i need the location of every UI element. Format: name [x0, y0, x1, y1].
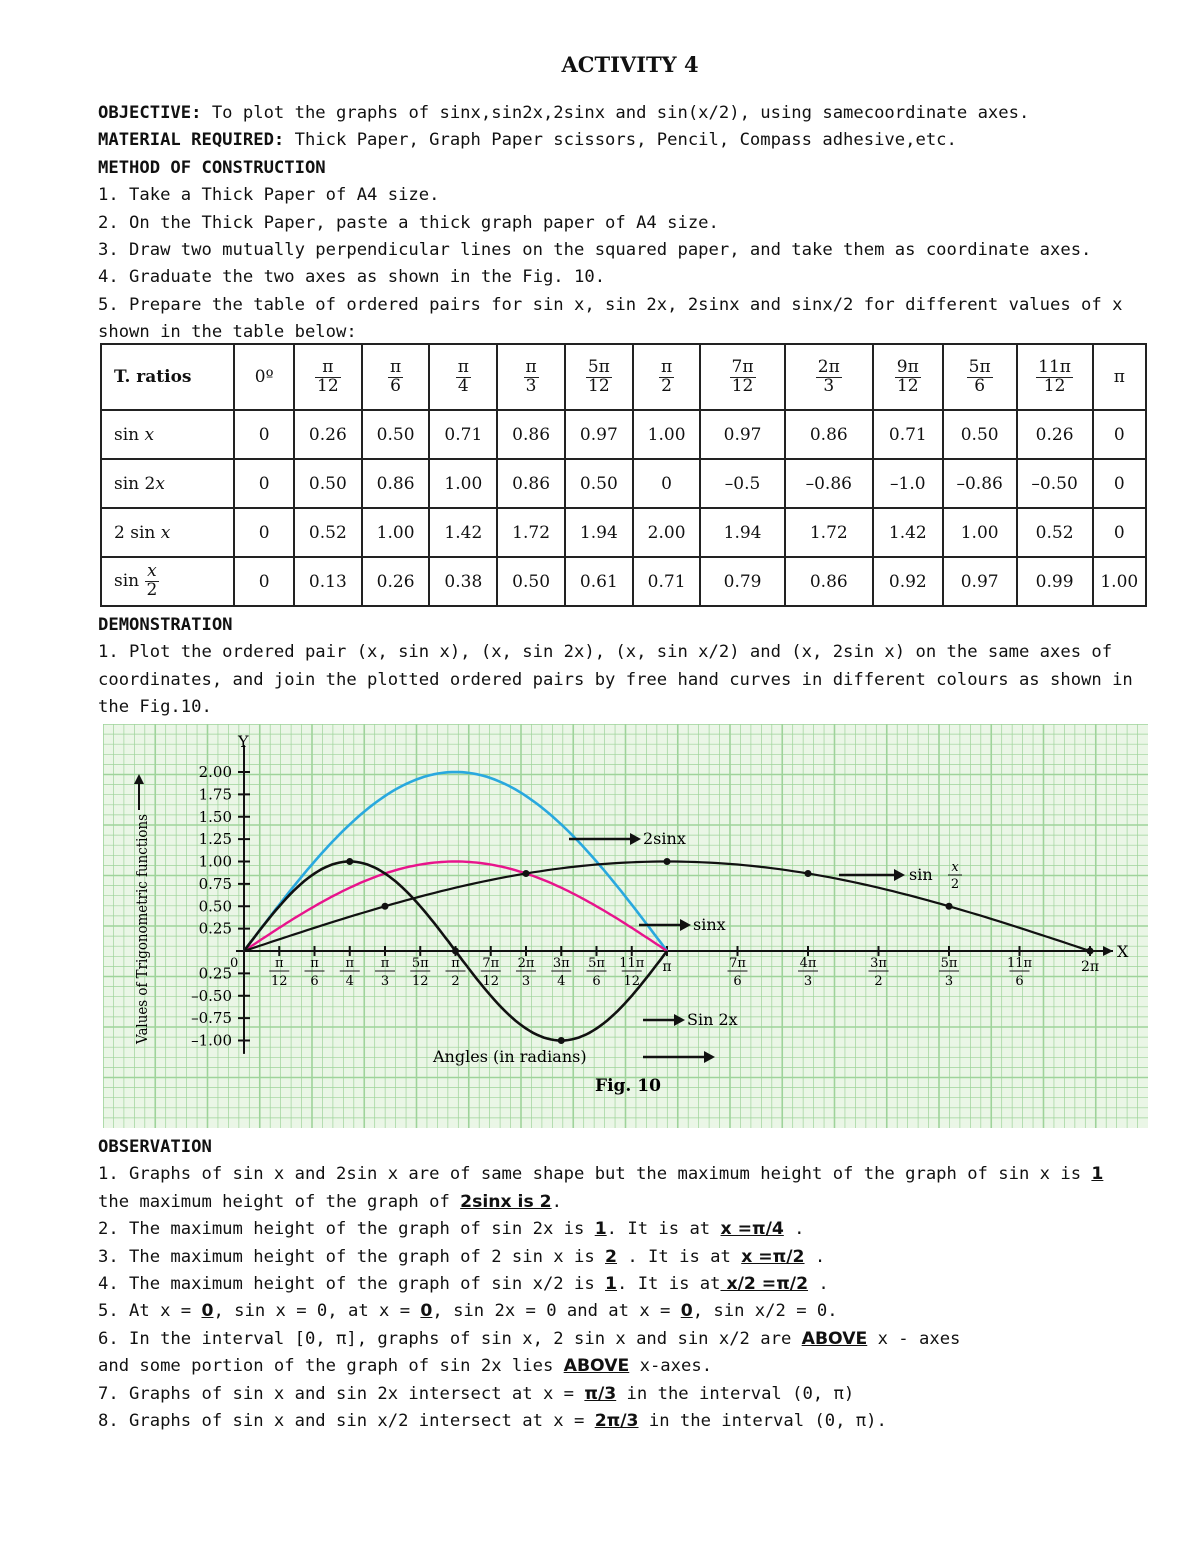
fraction: $\frac{\pi}{6}$: [390, 356, 402, 396]
table-row: [101, 557, 1146, 606]
sin-half-x-point: [1087, 948, 1094, 955]
sin-half-x-point: [805, 870, 812, 877]
material-text: Thick Paper, Graph Paper scissors, Pencil, Compass adhesive,etc.: [284, 130, 957, 151]
sin-half-x-label-den: 2: [950, 877, 960, 892]
table-value-cell: 0.61: [565, 557, 633, 606]
y-tick-label: –0.75: [191, 1009, 232, 1028]
x-tick-label: 2π: [1080, 959, 1100, 975]
table-header-cell: [633, 344, 701, 410]
method-step: 5. Prepare the table of ordered pairs for sin x, sin 2x, 2sinx and sinx/2 for different values of x: [98, 294, 1123, 315]
y-tick-label: –0.50: [191, 986, 232, 1005]
table-header-cell: π: [1093, 344, 1146, 410]
demonstration-section: [98, 612, 1168, 722]
x-tick-label: 4: [345, 974, 354, 989]
table-value-cell: –0.5: [700, 459, 784, 508]
origin-label: 0: [230, 956, 239, 971]
fraction: $\frac{x}{2}$: [146, 561, 158, 600]
y-tick-label: 0.25: [198, 964, 232, 983]
table-value-cell: 0.26: [294, 410, 362, 459]
x-tick-label: 3: [521, 974, 531, 989]
observation-text: .: [783, 1219, 805, 1240]
method-heading: METHOD OF CONSTRUCTION: [98, 157, 326, 178]
table-value-cell: 1.72: [785, 508, 873, 557]
table-value-cell: 1.42: [873, 508, 943, 557]
x-tick-label: 5π: [940, 956, 958, 971]
x-tick-label: 4π: [799, 956, 817, 971]
sin-2x-point: [558, 1037, 565, 1044]
table-value-cell: 0.86: [497, 459, 565, 508]
method-step: 1. Take a Thick Paper of A4 size.: [98, 185, 440, 206]
observation-text: in the interval (0, π): [616, 1383, 855, 1404]
table-value-cell: 0: [234, 557, 294, 606]
observation-line: [98, 1244, 1168, 1271]
y-tick-label: 0.50: [198, 897, 232, 916]
table-header-cell: [294, 344, 362, 410]
answer-text: 0: [420, 1301, 433, 1322]
observation-text: . It is at: [617, 1274, 721, 1295]
fraction: $\frac{5\pi}{12}$: [587, 356, 610, 396]
table-value-cell: 0: [1093, 410, 1146, 459]
x-axis-title: Angles (in radians): [433, 1047, 587, 1066]
x-tick-label: 11π: [619, 956, 645, 971]
method-step: 2. On the Thick Paper, paste a thick graph paper of A4 size.: [98, 212, 719, 233]
observation-text: .: [808, 1274, 829, 1295]
observation-line: [98, 1216, 1168, 1243]
x-tick-label: 12: [623, 974, 641, 989]
table-value-cell: 0: [1093, 459, 1146, 508]
table-value-cell: 0.97: [700, 410, 784, 459]
x-tick-label: 5π: [411, 956, 429, 971]
table-value-cell: 0.86: [785, 410, 873, 459]
observation-line: [98, 1381, 1168, 1408]
answer-text: 2: [605, 1246, 618, 1267]
demo-line: 1. Plot the ordered pair (x, sin x), (x, sin 2x), (x, sin x/2) and (x, 2sin x) on the same axes of: [98, 642, 1113, 663]
observation-text: 4. The maximum height of the graph of sin x/2 is: [98, 1274, 606, 1295]
y-tick-label: 2.00: [198, 763, 232, 781]
x-tick-label: 6: [1015, 974, 1024, 989]
answer-text: 1: [605, 1274, 618, 1295]
table-value-cell: 0.97: [565, 410, 633, 459]
table-value-cell: 0.50: [497, 557, 565, 606]
demo-heading: DEMONSTRATION: [98, 615, 233, 635]
table-value-cell: –0.50: [1017, 459, 1093, 508]
observation-text: , sin 2x = 0 and at x =: [432, 1301, 681, 1322]
x-tick-label: 4: [557, 974, 566, 989]
trig-graph-figure: [103, 724, 1148, 1128]
observation-text: x-axes.: [629, 1356, 713, 1377]
table-value-cell: 0.71: [873, 410, 943, 459]
observation-text: 8. Graphs of sin x and sin x/2 intersect at x =: [98, 1411, 595, 1432]
observation-line: [98, 1408, 1168, 1435]
intro-section: [98, 100, 1168, 347]
fraction: $\frac{9\pi}{12}$: [896, 356, 919, 396]
observation-line: [98, 1353, 1168, 1380]
material-label: MATERIAL REQUIRED:: [98, 130, 285, 151]
table-value-cell: 2.00: [633, 508, 701, 557]
method-step: 3. Draw two mutually perpendicular lines on the squared paper, and take them as coordinate axes.: [98, 240, 1092, 261]
row-label-cell: sin 2x: [101, 459, 234, 508]
sin-2x-point: [346, 858, 353, 865]
table-value-cell: 0.86: [497, 410, 565, 459]
x-tick-label: 12: [270, 974, 288, 989]
sin-2x-point: [452, 948, 459, 955]
observation-text: x - axes: [867, 1328, 961, 1349]
answer-text: 0: [201, 1301, 214, 1322]
y-axis-letter: Y: [238, 732, 249, 752]
fraction: $\frac{7\pi}{12}$: [731, 356, 754, 396]
table-value-cell: 0.52: [294, 508, 362, 557]
table-value-cell: 1.00: [633, 410, 701, 459]
x-tick-label: 6: [310, 974, 319, 989]
fraction: $\frac{2\pi}{3}$: [817, 356, 840, 396]
table-value-cell: 0.99: [1017, 557, 1093, 606]
table-value-cell: 0.86: [362, 459, 430, 508]
sin-half-x-label: sin: [909, 865, 933, 884]
table-value-cell: 0.13: [294, 557, 362, 606]
x-tick-label: π: [310, 956, 319, 971]
obs-heading: OBSERVATION: [98, 1137, 212, 1157]
table-header-cell: [362, 344, 430, 410]
answer-text: 0: [680, 1301, 693, 1322]
table-value-cell: 1.00: [429, 459, 497, 508]
x-tick-label: 2: [451, 974, 460, 989]
observation-text: .: [804, 1246, 826, 1267]
table-value-cell: –0.86: [943, 459, 1017, 508]
observation-line: [98, 1271, 1168, 1298]
answer-text: ABOVE: [563, 1356, 630, 1377]
table-value-cell: –1.0: [873, 459, 943, 508]
x-tick-label: 3: [944, 974, 954, 989]
x-tick-label: 3π: [552, 956, 570, 971]
x-tick-label: 7π: [482, 956, 500, 971]
table-value-cell: 0.38: [429, 557, 497, 606]
x-tick-label: 6: [733, 974, 742, 989]
demo-line: the Fig.10.: [98, 697, 212, 718]
y-tick-label: 1.75: [198, 785, 232, 804]
table-value-cell: –0.86: [785, 459, 873, 508]
observation-text: 5. At x =: [98, 1301, 202, 1322]
table-header-cell: [873, 344, 943, 410]
observation-line: [98, 1326, 1168, 1353]
observation-text: .: [551, 1191, 562, 1212]
table-value-cell: 0.92: [873, 557, 943, 606]
table-row: [101, 459, 1146, 508]
observation-section: [98, 1134, 1168, 1435]
x-tick-label: π: [662, 959, 672, 975]
x-tick-label: π: [345, 956, 355, 971]
observation-text: in the interval (0, π).: [638, 1411, 887, 1432]
observation-text: . It is at: [617, 1246, 742, 1267]
x-tick-label: 12: [482, 974, 500, 989]
table-header-row: [101, 344, 1146, 410]
observation-text: , sin x/2 = 0.: [692, 1301, 838, 1322]
y-tick-label: 1.50: [198, 807, 232, 826]
trig-ratio-table: [100, 343, 1147, 607]
table-corner-cell: T. ratios: [101, 344, 234, 410]
table-value-cell: 0.86: [785, 557, 873, 606]
objective-label: OBJECTIVE:: [98, 103, 202, 123]
y-tick-label: 0.25: [198, 919, 232, 938]
figure-caption: Fig. 10: [595, 1076, 661, 1096]
observation-line: [98, 1161, 1168, 1188]
table-value-cell: 0.26: [1017, 410, 1093, 459]
x-tick-label: π: [274, 956, 284, 971]
table-value-cell: 1.94: [700, 508, 784, 557]
table-value-cell: 0.97: [943, 557, 1017, 606]
row-label-cell: sin $\frac{x}{2}$: [101, 557, 234, 606]
sin-half-x-label-num: x: [951, 860, 959, 875]
table-value-cell: 0.50: [294, 459, 362, 508]
table-value-cell: 0: [633, 459, 701, 508]
observation-text: 7. Graphs of sin x and sin 2x intersect at x =: [98, 1383, 585, 1404]
answer-text: x =π/2: [741, 1246, 805, 1267]
table-row: [101, 508, 1146, 557]
table-header-cell: [497, 344, 565, 410]
table-value-cell: 0.71: [633, 557, 701, 606]
demo-line: coordinates, and join the plotted ordered pairs by free hand curves in different colours as shown in: [98, 669, 1133, 690]
answer-text: x =π/4: [720, 1219, 784, 1240]
table-header-cell: [943, 344, 1017, 410]
table-header-cell: 0º: [234, 344, 294, 410]
answer-text: 1: [1091, 1164, 1104, 1185]
observation-text: and some portion of the graph of sin 2x lies: [98, 1356, 564, 1377]
y-axis-title: Values of Trigonometric functions: [133, 786, 151, 1044]
y-tick-label: 1.00: [198, 852, 232, 871]
y-tick-label: –1.00: [191, 1031, 232, 1050]
table-value-cell: 0.50: [362, 410, 430, 459]
fraction: $\frac{\pi}{12}$: [317, 356, 339, 396]
material-line: [98, 127, 1168, 154]
fraction: $\frac{\pi}{3}$: [525, 356, 537, 396]
answer-text: 2sinx is 2: [460, 1191, 552, 1212]
x-tick-label: 11π: [1006, 956, 1033, 971]
observation-line: [98, 1189, 1168, 1216]
fraction: $\frac{11\pi}{12}$: [1038, 356, 1071, 396]
method-step: shown in the table below:: [98, 322, 357, 343]
table-value-cell: 1.42: [429, 508, 497, 557]
x-axis-letter: X: [1117, 942, 1129, 961]
table-header-cell: [429, 344, 497, 410]
table-value-cell: 0.71: [429, 410, 497, 459]
x-tick-label: 3: [380, 974, 390, 989]
table-value-cell: 1.94: [565, 508, 633, 557]
table-header-cell: [565, 344, 633, 410]
x-tick-label: 6: [592, 974, 601, 989]
y-tick-label: 1.25: [198, 830, 232, 849]
sin-half-x-point: [382, 903, 389, 910]
observation-text: 1. Graphs of sin x and 2sin x are of same shape but the maximum height of the graph of sin x is: [98, 1164, 1092, 1185]
observation-text: . It is at: [606, 1219, 721, 1240]
observation-text: , sin x = 0, at x =: [213, 1301, 421, 1322]
table-row: [101, 410, 1146, 459]
x-tick-label: 2π: [517, 956, 535, 971]
x-tick-label: 3: [803, 974, 813, 989]
x-tick-label: π: [451, 956, 460, 971]
table-value-cell: 0.79: [700, 557, 784, 606]
answer-text: 2π/3: [594, 1411, 639, 1432]
objective-text: To plot the graphs of sinx,sin2x,2sinx and sin(x/2), using samecoordinate axes.: [201, 103, 1030, 123]
table-value-cell: 0: [234, 508, 294, 557]
sin-2x-label: Sin 2x: [687, 1010, 738, 1029]
table-header-cell: [700, 344, 784, 410]
page-title: ACTIVITY 4: [561, 52, 699, 77]
row-label-cell: sin x: [101, 410, 234, 459]
x-tick-label: 12: [411, 974, 429, 989]
x-tick-label: 7π: [729, 956, 746, 971]
sin-half-x-point: [664, 858, 671, 865]
table-value-cell: 1.72: [497, 508, 565, 557]
observation-line: [98, 1298, 1168, 1325]
table-value-cell: 0: [234, 459, 294, 508]
objective-line: [98, 100, 1168, 127]
table-value-cell: 0.50: [565, 459, 633, 508]
x-tick-label: 2: [874, 974, 883, 989]
two-sin-x-label: 2sinx: [643, 829, 686, 848]
table-header-cell: [785, 344, 873, 410]
method-step: 4. Graduate the two axes as shown in the Fig. 10.: [98, 267, 606, 288]
table-value-cell: 1.00: [362, 508, 430, 557]
table-value-cell: 0: [234, 410, 294, 459]
observation-text: the maximum height of the graph of: [98, 1191, 461, 1212]
table-value-cell: 0: [1093, 508, 1146, 557]
table-value-cell: 0.50: [943, 410, 1017, 459]
table-value-cell: 0.52: [1017, 508, 1093, 557]
observation-text: 3. The maximum height of the graph of 2 sin x is: [98, 1246, 606, 1267]
sin-x-label: sinx: [693, 915, 726, 934]
sin-half-x-point: [523, 870, 530, 877]
x-tick-label: 3π: [870, 956, 887, 971]
fraction: $\frac{\pi}{2}$: [661, 356, 673, 396]
answer-text: π/3: [584, 1383, 617, 1404]
x-tick-label: π: [380, 956, 390, 971]
answer-text: ABOVE: [801, 1328, 868, 1349]
observation-text: 2. The maximum height of the graph of sin 2x is: [98, 1219, 595, 1240]
fraction: $\frac{5\pi}{6}$: [968, 356, 991, 396]
fraction: $\frac{\pi}{4}$: [457, 356, 469, 396]
observation-text: 6. In the interval [0, π], graphs of sin x, 2 sin x and sin x/2 are: [98, 1328, 802, 1349]
y-tick-label: 0.75: [198, 874, 232, 893]
x-tick-label: 5π: [588, 956, 605, 971]
table-value-cell: 1.00: [1093, 557, 1146, 606]
sin-half-x-point: [946, 903, 953, 910]
table-value-cell: 0.26: [362, 557, 430, 606]
table-header-cell: [1017, 344, 1093, 410]
table-value-cell: 1.00: [943, 508, 1017, 557]
answer-text: 1: [594, 1219, 607, 1240]
answer-text: x/2 =π/2: [720, 1274, 809, 1295]
row-label-cell: 2 sin x: [101, 508, 234, 557]
